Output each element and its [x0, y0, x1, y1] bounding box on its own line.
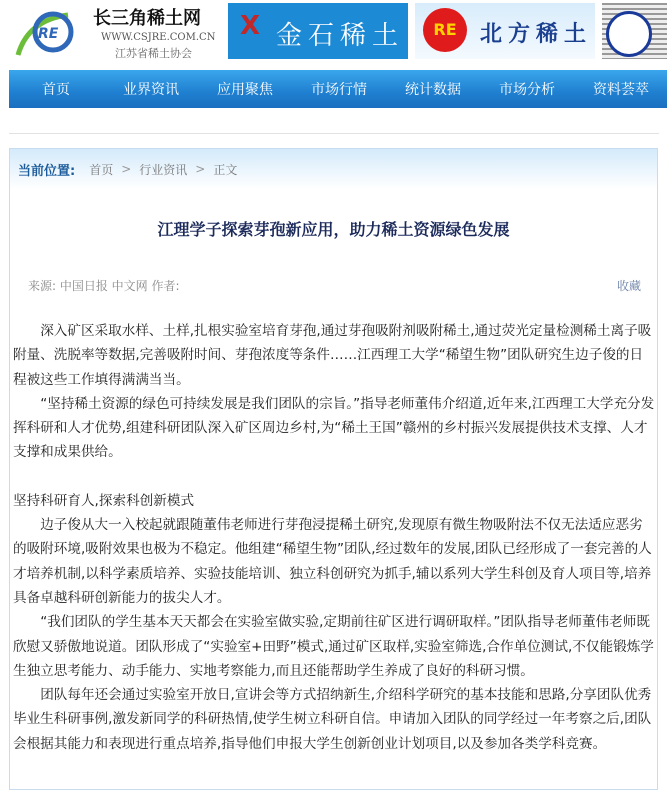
jinshi-logo-icon: X	[240, 11, 261, 41]
article-meta	[28, 277, 641, 294]
divider	[9, 133, 659, 134]
logo-title: 长三角稀土网	[93, 8, 201, 29]
article-title: 江理学子探索芽孢新应用，助力稀土资源绿色发展	[157, 220, 510, 239]
article-body	[13, 319, 656, 756]
paragraph: “我们团队的学生基本天天都会在实验室做实验,定期前往矿区进行调研取样。”团队指导老师董伟老师既欣慰又骄傲地说道。团队形成了“实验室+田野”模式,通过矿区取样,实验室筛选,合作单位测试,不仅能锻炼学生独立思考能力、动手能力、实地考察能力,而且还能帮助学生养成了良好的科研习惯。	[13, 614, 654, 679]
banner-partial[interactable]	[602, 3, 667, 59]
nav-market-analysis[interactable]: 市场分析	[499, 82, 555, 98]
breadcrumb-separator: >	[195, 162, 206, 176]
site-logo[interactable]	[8, 0, 218, 62]
banner-beifang[interactable]	[415, 3, 595, 59]
breadcrumb-separator: >	[121, 162, 132, 176]
favorite-link[interactable]: 收藏	[616, 279, 641, 293]
nav-market-quotes[interactable]: 市场行情	[311, 82, 367, 98]
paragraph: 边子俊从大一入校起就跟随董伟老师进行芽孢浸提稀土研究,发现原有微生物吸附法不仅无法适应恶劣的吸附环境,吸附效果也极为不稳定。他组建“稀望生物”团队,经过数年的发展,团队已经形成了一套完善的人才培养机制,以科学素质培养、实验技能培训、独立科创研究为抓手,辅以系列大学生科创及育人项目等,培养具备卓越科研创新能力的拔尖人才。	[13, 517, 652, 606]
csjre-logo-icon	[8, 0, 88, 62]
banner-label: 金石稀土	[276, 21, 405, 51]
nav-statistics[interactable]: 统计数据	[405, 82, 461, 98]
main-nav	[9, 70, 667, 108]
beifang-logo-icon: RE	[423, 8, 467, 52]
article-container	[9, 148, 658, 790]
breadcrumb-label: 当前位置:	[18, 163, 76, 179]
breadcrumb	[10, 149, 657, 189]
banner-label: 北方稀土	[480, 22, 593, 47]
nav-industry-news[interactable]: 业界资讯	[123, 82, 179, 98]
breadcrumb-current: 正文	[213, 162, 238, 177]
nav-applications[interactable]: 应用聚焦	[217, 82, 273, 98]
paragraph: 深入矿区采取水样、土样,扎根实验室培育芽孢,通过芽孢吸附剂吸附稀土,通过荧光定量检测稀土离子吸附量、洗脱率等数据,完善吸附时间、芽孢浓度等条件……江西理工大学“稀望生物”团队研究生边子俊的日程被这些工作填得满满当当。	[13, 323, 652, 388]
section-heading: 坚持科研育人,探索科创新模式	[13, 492, 195, 509]
svg-text:RE: RE	[38, 26, 59, 42]
logo-url: WWW.CSJRE.COM.CN	[101, 32, 216, 43]
paragraph: 团队每年还会通过实验室开放日,宣讲会等方式招纳新生,介绍科学研究的基本技能和思路,分享团队优秀毕业生科研事例,激发新同学的科研热情,使学生树立科研自信。申请加入团队的同学经过一年考察之后,团队会根据其能力和表现进行重点培养,指导他们申报大学生创新创业计划项目,以及参加各类学科竞赛。	[13, 687, 652, 752]
logo-subtitle: 江苏省稀土协会	[115, 47, 192, 60]
article-source: 来源: 中国日报 中文网 作者:	[28, 279, 180, 293]
nav-resources[interactable]: 资料荟萃	[593, 82, 649, 98]
breadcrumb-industry-news[interactable]: 行业资讯	[139, 162, 188, 177]
nav-home[interactable]: 首页	[42, 82, 70, 98]
paragraph: “坚持稀土资源的绿色可持续发展是我们团队的宗旨。”指导老师董伟介绍道,近年来,江西理工大学充分发挥科研和人才优势,组建科研团队深入矿区周边乡村,为“稀土王国”赣州的乡村振兴发展提供技术支撑、人才支撑和成果供给。	[13, 395, 655, 461]
header	[0, 0, 667, 62]
breadcrumb-home[interactable]: 首页	[89, 162, 114, 177]
partner-logo-icon	[606, 11, 652, 57]
banner-jinshi[interactable]	[228, 3, 408, 59]
